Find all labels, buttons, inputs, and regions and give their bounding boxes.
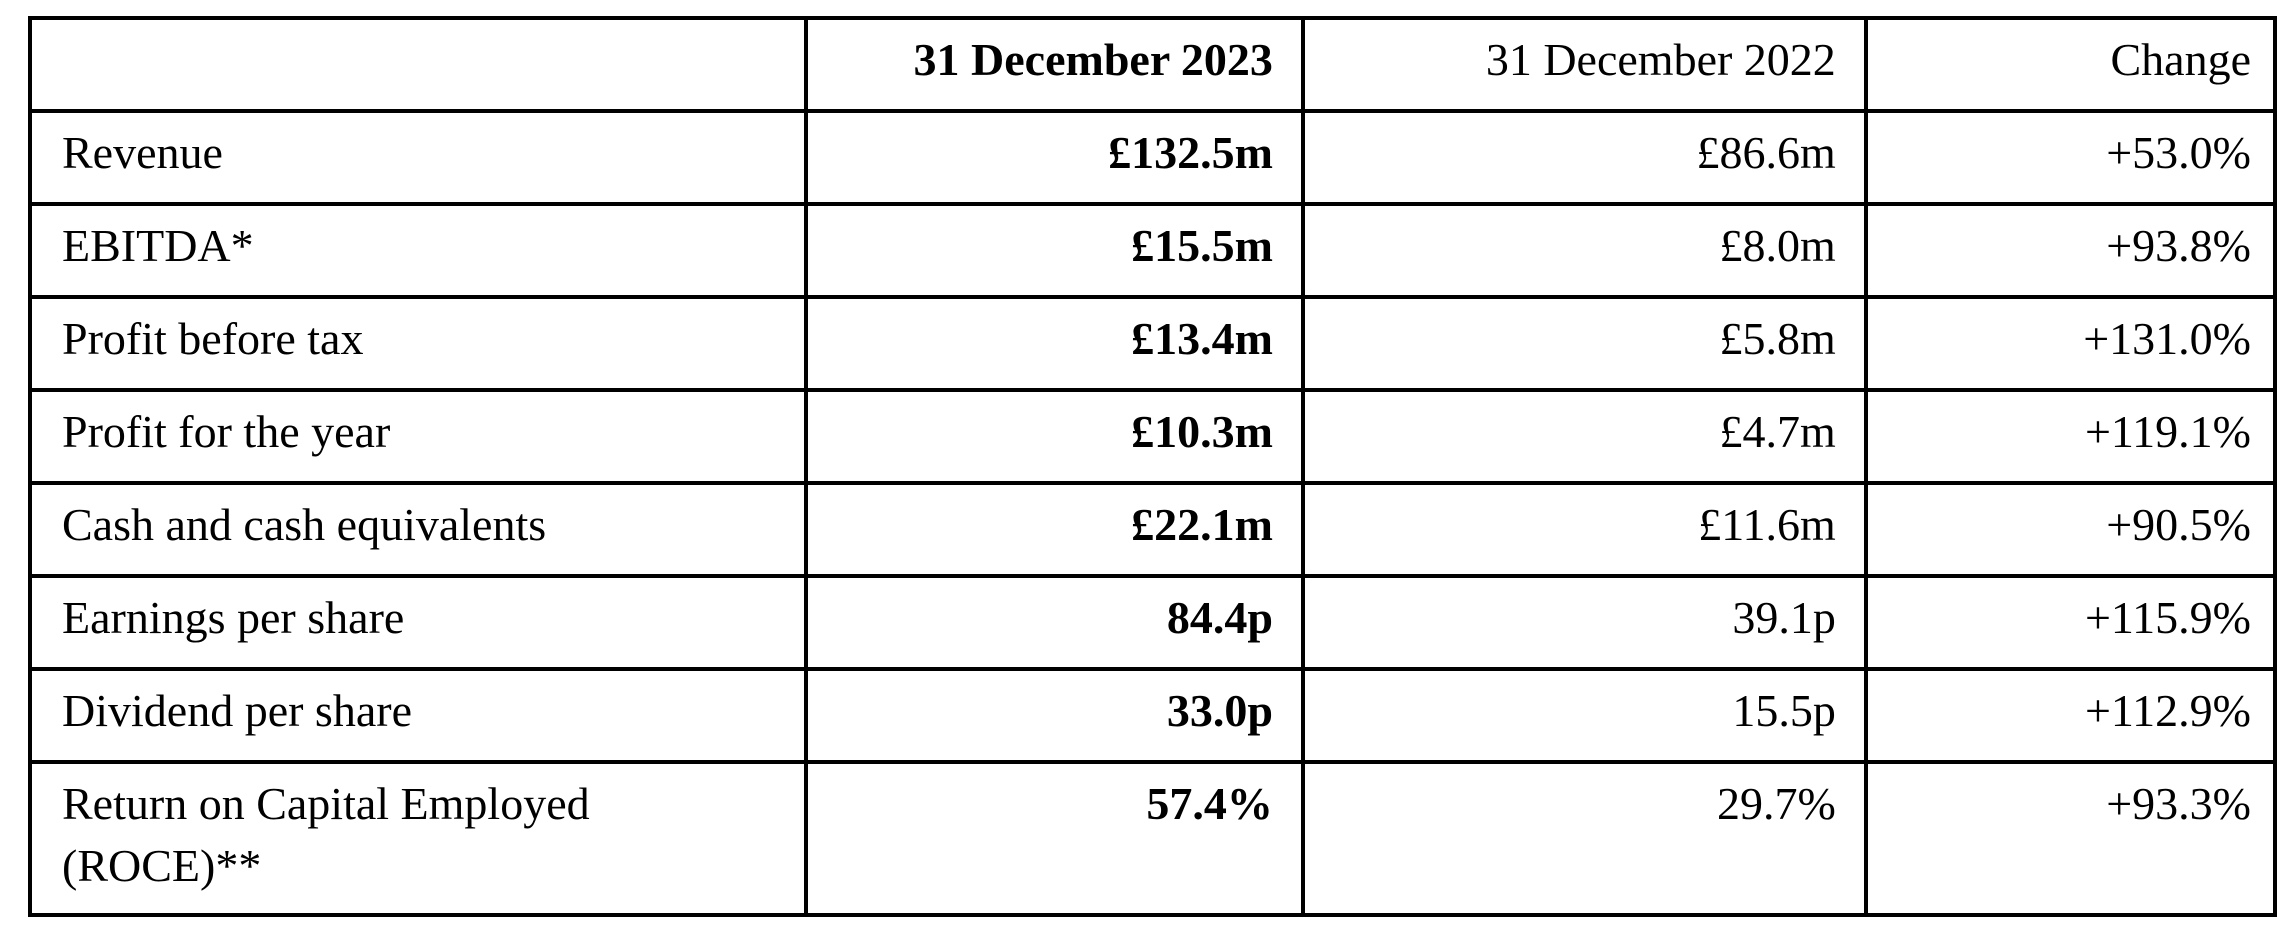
row-label [30,204,806,297]
row-change-text: +131.0% [2083,313,2251,364]
row-change-value [1866,111,2275,204]
row-label-text [62,764,590,897]
row-prior-value [1303,762,1866,915]
row-current-text: £132.5m [1108,127,1273,178]
row-prior-text: £86.6m [1696,127,1836,178]
row-current-text: 57.4% [1146,778,1273,829]
row-label-text: EBITDA* [62,220,254,271]
row-prior-text: £4.7m [1719,406,1836,457]
row-change-text: +53.0% [2106,127,2251,178]
row-current-text: 84.4p [1166,592,1273,643]
row-change-value [1866,204,2275,297]
row-change-value [1866,762,2275,915]
row-prior-value [1303,111,1866,204]
table-row [30,762,2275,915]
financial-highlights-table [28,16,2277,917]
header-label-cell [30,18,806,111]
row-prior-value [1303,390,1866,483]
row-prior-text: 39.1p [1732,592,1836,643]
row-prior-value [1303,576,1866,669]
row-change-text: +90.5% [2106,499,2251,550]
row-change-text: +93.8% [2106,220,2251,271]
row-prior-value [1303,483,1866,576]
row-current-text: 33.0p [1166,685,1273,736]
row-current-text: £15.5m [1131,220,1273,271]
header-change [1866,18,2275,111]
row-change-value [1866,669,2275,762]
row-prior-value [1303,669,1866,762]
table-row [30,390,2275,483]
row-label-text: Cash and cash equivalents [62,499,547,550]
row-label-text: Earnings per share [62,592,405,643]
row-current-value [806,204,1303,297]
header-change-text: Change [2110,34,2251,85]
row-label [30,483,806,576]
table-row [30,669,2275,762]
row-prior-value [1303,297,1866,390]
row-label-text: Profit for the year [62,406,391,457]
header-current-year-text: 31 December 2023 [913,34,1273,85]
row-current-value [806,483,1303,576]
table-row [30,111,2275,204]
row-change-text: +119.1% [2084,406,2251,457]
table-row [30,204,2275,297]
row-label [30,576,806,669]
row-label-text: Profit before tax [62,313,364,364]
table-header-row [30,18,2275,111]
row-label [30,762,806,915]
row-label-line-2: (ROCE)** [62,840,262,891]
row-change-value [1866,297,2275,390]
row-change-text: +93.3% [2106,778,2251,829]
row-current-value [806,111,1303,204]
table-row [30,576,2275,669]
row-prior-value [1303,204,1866,297]
row-change-value [1866,390,2275,483]
header-prior-year [1303,18,1866,111]
row-current-text: £10.3m [1131,406,1273,457]
row-change-text: +112.9% [2084,685,2251,736]
header-current-year [806,18,1303,111]
row-prior-text: £5.8m [1719,313,1836,364]
row-prior-text: £11.6m [1698,499,1836,550]
row-label-line-1: Return on Capital Employed [62,778,590,829]
row-prior-text: £8.0m [1719,220,1836,271]
row-current-value [806,390,1303,483]
row-label-text: Dividend per share [62,685,412,736]
row-change-value [1866,576,2275,669]
row-change-value [1866,483,2275,576]
row-label [30,669,806,762]
row-current-text: £22.1m [1131,499,1273,550]
row-label [30,297,806,390]
row-prior-text: 15.5p [1732,685,1836,736]
table-row [30,297,2275,390]
row-current-text: £13.4m [1131,313,1273,364]
row-current-value [806,762,1303,915]
header-prior-year-text: 31 December 2022 [1485,34,1836,85]
row-label [30,390,806,483]
row-current-value [806,297,1303,390]
table-row [30,483,2275,576]
row-prior-text: 29.7% [1716,778,1836,829]
row-change-text: +115.9% [2084,592,2251,643]
row-current-value [806,669,1303,762]
row-label [30,111,806,204]
row-label-text: Revenue [62,127,223,178]
row-current-value [806,576,1303,669]
